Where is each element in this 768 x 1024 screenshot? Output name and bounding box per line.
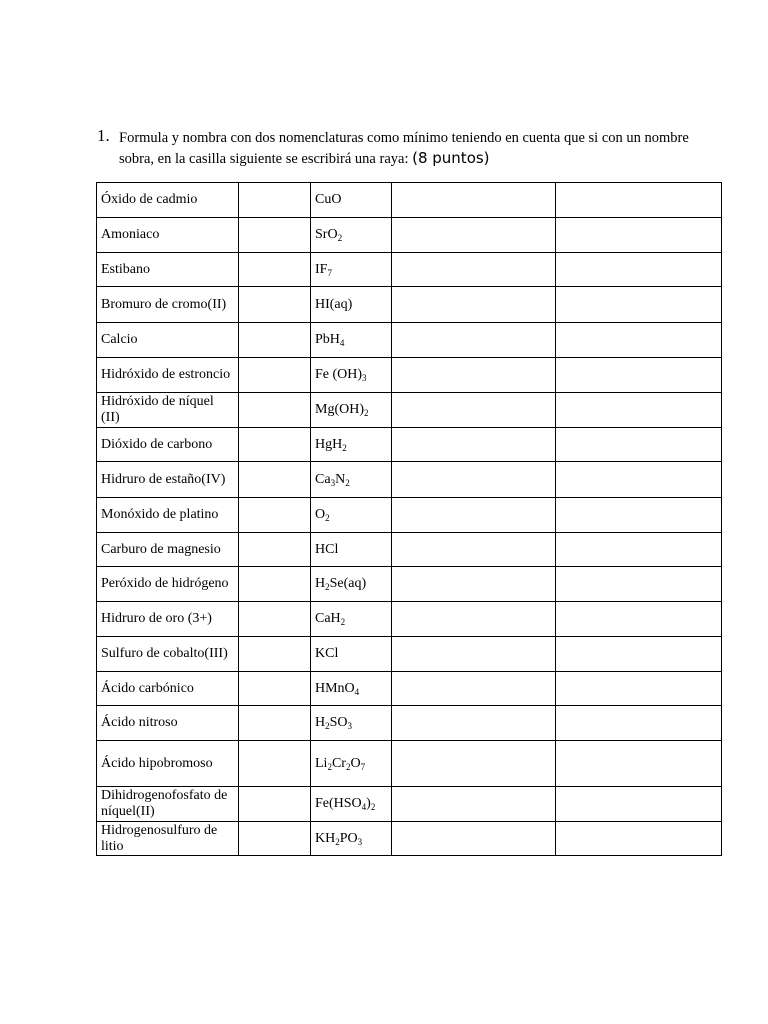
compound-name-cell: Peróxido de hidrógeno <box>97 567 239 602</box>
formula-subscript: 4 <box>361 802 367 812</box>
nomenclature-answer-cell-2[interactable] <box>556 323 722 358</box>
formula-cell <box>311 393 392 428</box>
formula-text: HMnO <box>315 680 355 696</box>
nomenclature-answer-cell-2[interactable] <box>556 218 722 253</box>
compound-name-cell: Monóxido de platino <box>97 498 239 533</box>
formula-text: Ca <box>315 471 331 487</box>
formula-subscript: 4 <box>339 338 345 348</box>
formula-text: Fe(HSO <box>315 796 362 811</box>
formula-text: H <box>315 715 326 730</box>
table-row <box>97 358 722 393</box>
nomenclature-answer-cell-1[interactable] <box>392 741 556 787</box>
formula-text: Mg(OH) <box>315 402 364 417</box>
formula-subscript: 2 <box>342 442 347 453</box>
formula-cell <box>311 637 392 672</box>
formula-answer-cell[interactable] <box>239 498 311 533</box>
formula-cell <box>311 358 392 393</box>
formula-text: HI(aq) <box>315 296 353 312</box>
formula-subscript: 2 <box>335 836 340 847</box>
formula-answer-cell[interactable] <box>239 533 311 567</box>
formula-subscript: 2 <box>340 617 346 627</box>
formula-subscript: 2 <box>327 761 332 772</box>
nomenclature-answer-cell-1[interactable] <box>392 218 556 253</box>
formula-text: SrO <box>315 227 338 242</box>
nomenclature-answer-cell-2[interactable] <box>556 498 722 533</box>
question-text <box>119 128 719 169</box>
nomenclature-answer-cell-1[interactable] <box>392 393 556 428</box>
question-instruction: Formula y nombra con dos nomenclaturas como mínimo teniendo en cuenta que si con un nombre sobra, en la casilla siguiente se escribirá una raya: <box>119 130 689 167</box>
formula-text: HgH <box>315 436 343 452</box>
nomenclature-answer-cell-1[interactable] <box>392 706 556 741</box>
table-row <box>97 183 722 218</box>
formula-subscript: 2 <box>345 761 351 772</box>
nomenclature-answer-cell-1[interactable] <box>392 498 556 533</box>
table-row <box>97 393 722 428</box>
nomenclature-answer-cell-1[interactable] <box>392 358 556 393</box>
formula-cell <box>311 672 392 706</box>
formula-text: CuO <box>315 192 342 207</box>
formula-subscript: 2 <box>364 408 369 418</box>
table-row <box>97 822 722 856</box>
table-row <box>97 602 722 637</box>
nomenclature-answer-cell-1[interactable] <box>392 428 556 462</box>
nomenclature-answer-cell-2[interactable] <box>556 822 722 856</box>
formula-answer-cell[interactable] <box>239 741 311 787</box>
table-row <box>97 218 722 253</box>
compound-name-cell: Dihidrogenofosfato de níquel(II) <box>97 787 239 822</box>
formula-text: Cr <box>331 755 346 771</box>
nomenclature-answer-cell-1[interactable] <box>392 462 556 498</box>
formula-answer-cell[interactable] <box>239 822 311 856</box>
compound-name-cell: Bromuro de cromo(II) <box>97 287 239 323</box>
formula-cell <box>311 706 392 741</box>
formula-answer-cell[interactable] <box>239 787 311 822</box>
nomenclature-answer-cell-1[interactable] <box>392 183 556 218</box>
table-row <box>97 637 722 672</box>
compound-name-cell: Amoniaco <box>97 218 239 253</box>
formula-text: SO <box>329 715 348 730</box>
table-row <box>97 787 722 822</box>
compound-name-cell: Carburo de magnesio <box>97 533 239 567</box>
formula-text: HCl <box>315 541 339 557</box>
compound-name-cell: Óxido de cadmio <box>97 183 239 218</box>
formula-answer-cell[interactable] <box>239 218 311 253</box>
table-row <box>97 498 722 533</box>
formula-answer-cell[interactable] <box>239 323 311 358</box>
nomenclature-answer-cell-1[interactable] <box>392 822 556 856</box>
formula-cell <box>311 741 392 787</box>
table-row <box>97 462 722 498</box>
formula-text: CaH <box>315 611 341 626</box>
table-row <box>97 672 722 706</box>
nomenclature-answer-cell-1[interactable] <box>392 672 556 706</box>
formula-text: ) <box>366 796 371 811</box>
nomenclature-answer-cell-2[interactable] <box>556 183 722 218</box>
nomenclature-answer-cell-1[interactable] <box>392 253 556 287</box>
formula-cell <box>311 567 392 602</box>
formula-cell <box>311 787 392 822</box>
formula-answer-cell[interactable] <box>239 358 311 393</box>
nomenclature-answer-cell-2[interactable] <box>556 637 722 672</box>
formula-cell <box>311 253 392 287</box>
nomenclature-answer-cell-2[interactable] <box>556 393 722 428</box>
table-row <box>97 533 722 567</box>
formula-text: PO <box>339 830 358 846</box>
formula-subscript: 2 <box>345 477 350 488</box>
formula-cell <box>311 822 392 856</box>
formula-text: KH <box>315 830 336 846</box>
nomenclature-answer-cell-1[interactable] <box>392 602 556 637</box>
formula-answer-cell[interactable] <box>239 287 311 323</box>
formula-answer-cell[interactable] <box>239 253 311 287</box>
formula-text: Se(aq) <box>329 576 367 591</box>
nomenclature-answer-cell-1[interactable] <box>392 533 556 567</box>
formula-text: Li <box>315 755 328 771</box>
nomenclature-answer-cell-1[interactable] <box>392 567 556 602</box>
formula-text: O <box>315 507 326 522</box>
formula-text: O <box>350 755 361 771</box>
formula-subscript: 7 <box>327 267 332 278</box>
formula-cell <box>311 287 392 323</box>
formula-cell <box>311 218 392 253</box>
table-row <box>97 323 722 358</box>
compound-name-cell: Ácido hipobromoso <box>97 741 239 787</box>
formula-answer-cell[interactable] <box>239 183 311 218</box>
nomenclature-answer-cell-1[interactable] <box>392 287 556 323</box>
formula-cell <box>311 428 392 462</box>
nomenclature-answer-cell-1[interactable] <box>392 787 556 822</box>
formula-answer-cell[interactable] <box>239 672 311 706</box>
formula-subscript: 3 <box>362 373 367 383</box>
nomenclature-answer-cell-2[interactable] <box>556 287 722 323</box>
nomenclature-answer-cell-1[interactable] <box>392 323 556 358</box>
formula-answer-cell[interactable] <box>239 393 311 428</box>
formula-answer-cell[interactable] <box>239 706 311 741</box>
table-row <box>97 706 722 741</box>
formula-text: Fe (OH) <box>315 367 363 382</box>
compound-name-cell: Hidruro de estaño(IV) <box>97 462 239 498</box>
nomenclature-answer-cell-2[interactable] <box>556 253 722 287</box>
table-row <box>97 253 722 287</box>
formula-text: PbH <box>315 332 340 347</box>
formula-text: KCl <box>315 646 339 661</box>
formula-text: H <box>315 576 326 591</box>
formula-cell <box>311 323 392 358</box>
formula-cell <box>311 533 392 567</box>
formula-cell <box>311 602 392 637</box>
nomenclature-answer-cell-2[interactable] <box>556 706 722 741</box>
formula-text: IF <box>315 261 328 277</box>
table-row <box>97 287 722 323</box>
nomenclature-answer-cell-2[interactable] <box>556 567 722 602</box>
table-row <box>97 567 722 602</box>
compound-name-cell: Estibano <box>97 253 239 287</box>
nomenclature-answer-cell-2[interactable] <box>556 358 722 393</box>
table-body <box>97 183 722 856</box>
nomenclature-table <box>96 182 722 856</box>
nomenclature-answer-cell-2[interactable] <box>556 533 722 567</box>
nomenclature-answer-cell-2[interactable] <box>556 428 722 462</box>
nomenclature-answer-cell-2[interactable] <box>556 672 722 706</box>
nomenclature-answer-cell-1[interactable] <box>392 637 556 672</box>
nomenclature-answer-cell-2[interactable] <box>556 462 722 498</box>
formula-cell <box>311 183 392 218</box>
compound-name-cell: Hidróxido de níquel (II) <box>97 393 239 428</box>
question-number: 1. <box>97 126 110 145</box>
compound-name-cell: Hidrogenosulfuro de litio <box>97 822 239 856</box>
formula-subscript: 3 <box>347 721 353 731</box>
formula-text: N <box>335 471 346 487</box>
nomenclature-answer-cell-2[interactable] <box>556 787 722 822</box>
formula-answer-cell[interactable] <box>239 637 311 672</box>
formula-cell <box>311 498 392 533</box>
formula-subscript: 2 <box>337 233 343 243</box>
compound-name-cell: Ácido carbónico <box>97 672 239 706</box>
formula-answer-cell[interactable] <box>239 567 311 602</box>
table-row <box>97 428 722 462</box>
formula-answer-cell[interactable] <box>239 602 311 637</box>
compound-name-cell: Sulfuro de cobalto(III) <box>97 637 239 672</box>
compound-name-cell: Ácido nitroso <box>97 706 239 741</box>
formula-subscript: 2 <box>370 802 376 812</box>
formula-answer-cell[interactable] <box>239 428 311 462</box>
formula-cell <box>311 462 392 498</box>
compound-name-cell: Calcio <box>97 323 239 358</box>
compound-name-cell: Dióxido de carbono <box>97 428 239 462</box>
compound-name-cell: Hidruro de oro (3+) <box>97 602 239 637</box>
formula-subscript: 7 <box>360 761 366 772</box>
nomenclature-answer-cell-2[interactable] <box>556 741 722 787</box>
table-row <box>97 741 722 787</box>
compound-name-cell: Hidróxido de estroncio <box>97 358 239 393</box>
formula-subscript: 4 <box>354 686 360 697</box>
formula-subscript: 2 <box>325 582 330 592</box>
formula-subscript: 2 <box>325 513 330 523</box>
formula-subscript: 3 <box>330 477 336 488</box>
formula-subscript: 2 <box>325 721 330 731</box>
question-points: (8 puntos) <box>412 149 490 167</box>
nomenclature-answer-cell-2[interactable] <box>556 602 722 637</box>
formula-subscript: 3 <box>357 836 363 847</box>
formula-answer-cell[interactable] <box>239 462 311 498</box>
